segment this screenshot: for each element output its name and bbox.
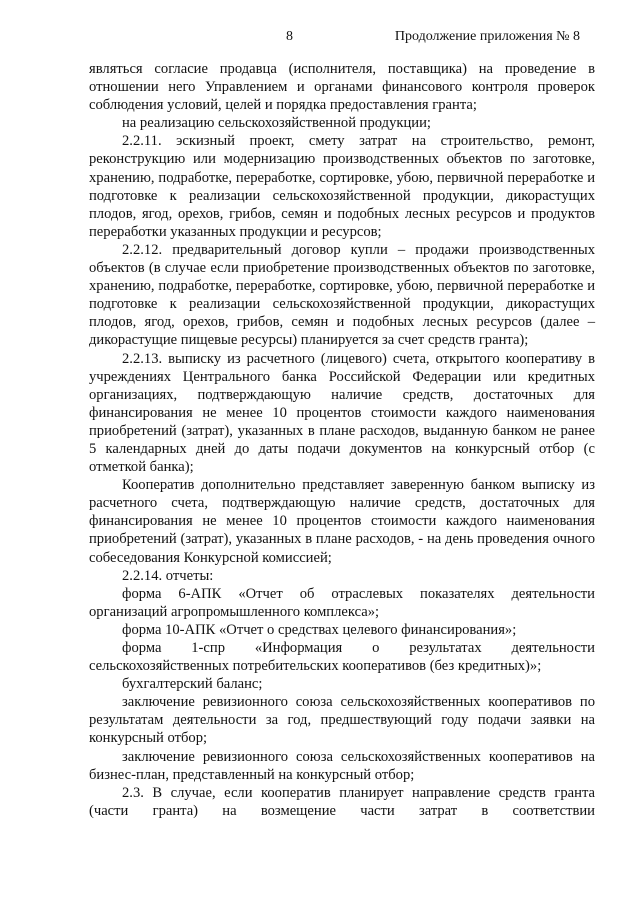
paragraph-form-6-apk: форма 6-АПК «Отчет об отраслевых показателях деятельности организаций агропромышленного комплекса»; — [89, 585, 595, 620]
paragraph-2-3: 2.3. В случае, если кооператив планирует направление средств гранта (части гранта) на возмещение части затрат в соответствии — [89, 784, 595, 819]
page-number: 8 — [286, 29, 293, 44]
paragraph-consent-check: являться согласие продавца (исполнителя, поставщика) на проведение в отношении него Управлением и органами финансового контроля проверок соблюдения условий, целей и порядка предоставления гранта; — [89, 61, 595, 114]
paragraph-bank-statement: Кооператив дополнительно представляет заверенную банком выписку из расчетного счета, подтверждающую наличие средств, достаточных для финансирования не менее 10 процентов стоимости каждого наименования приобретений (затрат), указанных в плане расходов, - на день проведения очного собеседования Конкурсной комиссией; — [89, 477, 595, 566]
paragraph-2-2-14: 2.2.14. отчеты: — [122, 567, 214, 584]
paragraph-audit-conclusion-year: заключение ревизионного союза сельскохозяйственных кооперативов по результатам деятельности за год, предшествующий году подачи заявки на конкурсный отбор; — [89, 694, 595, 747]
paragraph-balance-sheet: бухгалтерский баланс; — [122, 676, 263, 693]
appendix-continuation-note: Продолжение приложения № 8 — [394, 29, 580, 44]
paragraph-form-10-apk: форма 10-АПК «Отчет о средствах целевого финансирования»; — [122, 621, 517, 638]
paragraph-sale-purpose: на реализацию сельскохозяйственной продукции; — [122, 115, 431, 132]
paragraph-2-2-13: 2.2.13. выписку из расчетного (лицевого) счета, открытого кооперативу в учреждениях Центрального банка Российской Федерации или кредитных организациях, подтверждающую наличие средств, достаточных для финансирования не менее 10 процентов стоимости каждого наименования приобретений (затрат), указанных в плане расходов, выданную банком не ранее 5 календарных дней до даты подачи документов на конкурсный отбор (с отметкой банка); — [89, 350, 595, 476]
document-body — [89, 60, 595, 820]
paragraph-audit-conclusion-plan: заключение ревизионного союза сельскохозяйственных кооперативов на бизнес-план, представленный на конкурсный отбор; — [89, 748, 595, 783]
paragraph-2-2-11: 2.2.11. эскизный проект, смету затрат на строительство, ремонт, реконструкцию или модернизацию производственных объектов по заготовке, хранению, подработке, переработке, сортировке, убою, первичной переработке и подготовке к реализации сельскохозяйственной продукции, дикорастущих плодов, ягод, орехов, грибов, семян и подобных лесных ресурсов и продуктов переработки указанных продукции и ресурсов; — [89, 133, 595, 240]
paragraph-form-1-spr: форма 1-спр «Информация о результатах деятельности сельскохозяйственных потребительских кооперативов (без кредитных)»; — [89, 640, 595, 675]
paragraph-2-2-12: 2.2.12. предварительный договор купли – продажи производственных объектов (в случае если приобретение производственных объектов по заготовке, хранению, подработке, переработке, сортировке, убою, первичной переработке и подготовке к реализации сельскохозяйственной продукции, дикорастущих плодов, ягод, орехов, грибов, семян и подобных лесных ресурсов (далее – дикорастущие пищевые ресурсы) планируется за счет средств гранта); — [89, 241, 595, 349]
